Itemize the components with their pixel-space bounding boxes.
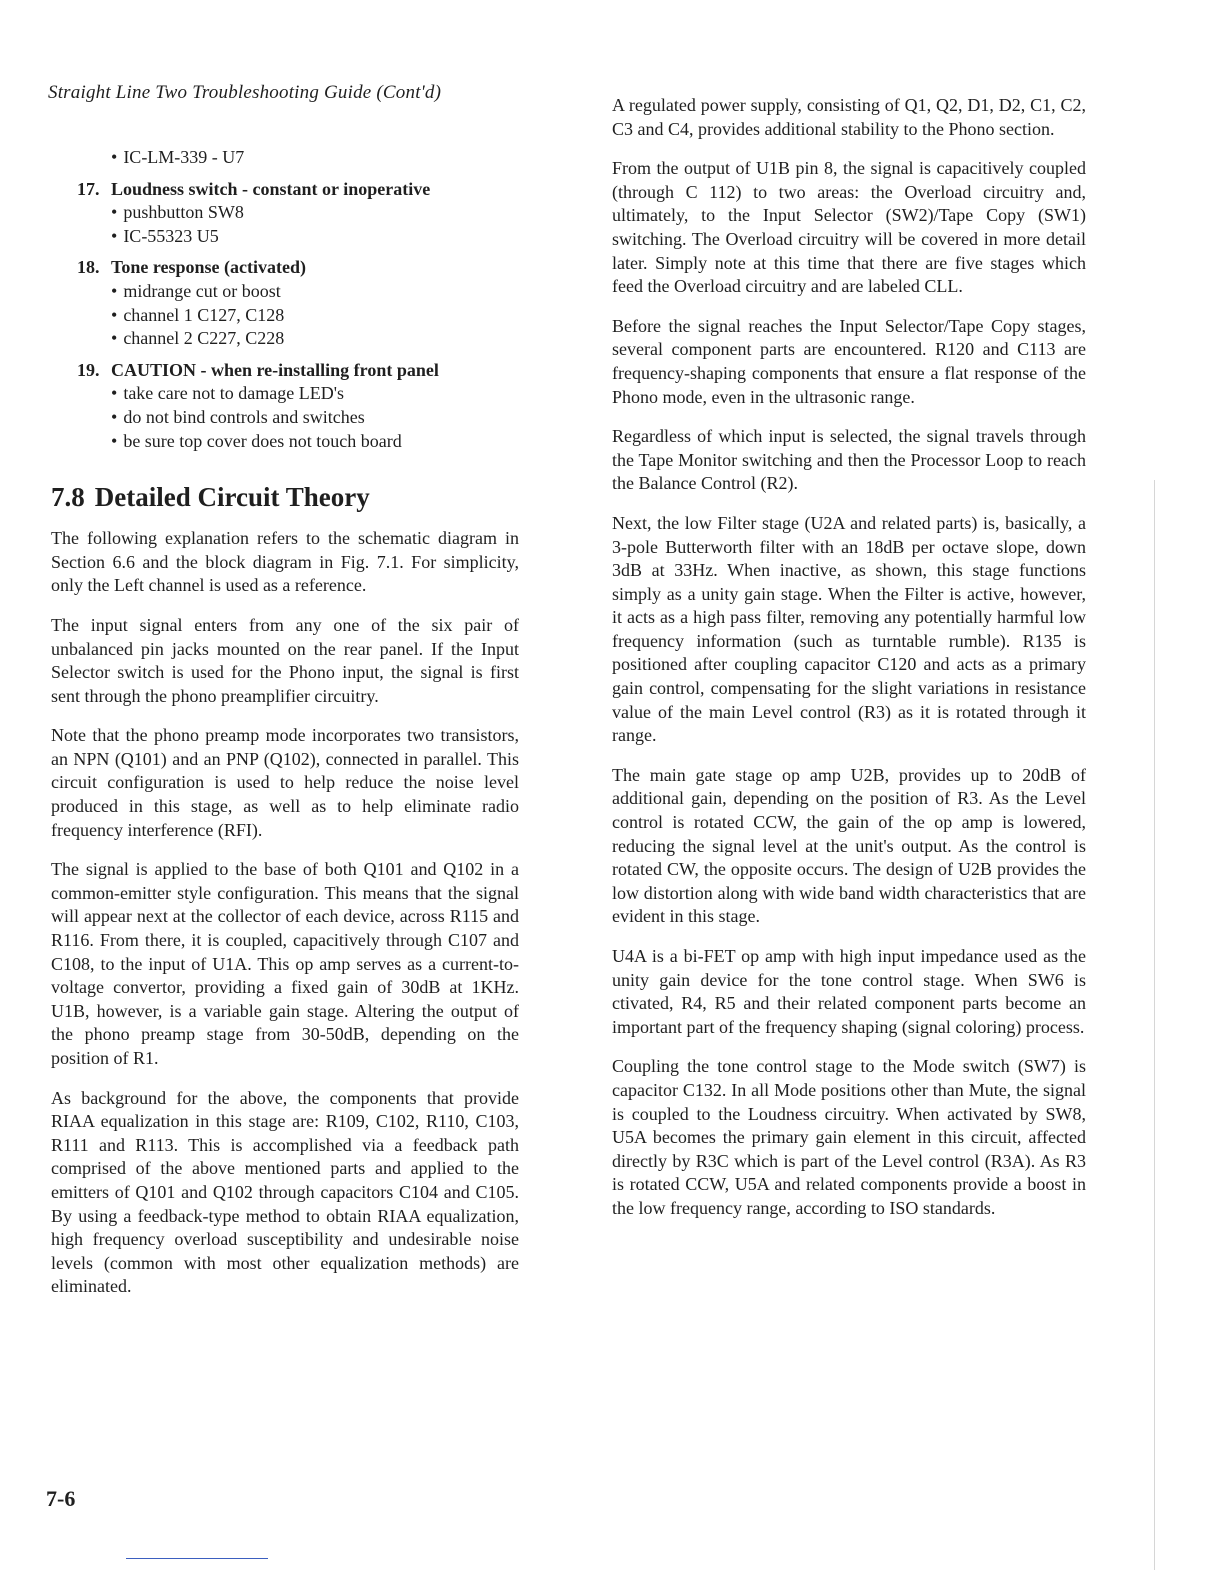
item-title: [77, 178, 519, 202]
body-paragraph: From the output of U1B pin 8, the signal is capacitively coupled (through C 112) to two areas: the Overload circuitry and, ultimately, to the Input Selector (SW2)/Tape Copy (SW1) switching. The Overload circuitry will be covered in more detail later. Simply note at this time that there are five stages which feed the Overload circuitry and are labeled CLL.: [612, 158, 1086, 297]
lead-bullet-group: [51, 146, 519, 170]
body-paragraph: The input signal enters from any one of the six pair of unbalanced pin jacks mounted on the rear panel. If the Input Selector switch is used for the Phono input, the signal is first sent through the phono preamplifier circuitry.: [51, 614, 519, 706]
list-bullet: • take care not to damage LED's: [111, 382, 519, 406]
list-bullet: • IC-LM-339 - U7: [111, 146, 519, 170]
body-paragraph: Before the signal reaches the Input Selector/Tape Copy stages, several component parts are encountered. R120 and C113 are frequency-shaping components that ensure a flat response of the Phono mode, even in the ultrasonic range.: [612, 315, 1086, 407]
page-number: 7-6: [46, 1486, 76, 1511]
item-title-text: Loudness switch - constant or inoperative: [111, 178, 431, 199]
list-bullet: • channel 1 C127, C128: [111, 304, 519, 328]
item-title: [77, 359, 519, 383]
item-title-text: CAUTION - when re-installing front panel: [111, 359, 439, 380]
body-paragraph: U4A is a bi-FET op amp with high input impedance used as the unity gain device for the tone control stage. When SW6 is ctivated, R4, R5 and their related component parts become an important part of the frequency shaping (signal coloring) process.: [612, 946, 1086, 1037]
body-paragraph: Note that the phono preamp mode incorporates two transistors, an NPN (Q101) and an PNP (Q102), connected in parallel. This circuit configuration is used to help reduce the noise level produced in this stage, as well as to help eliminate radio frequency interference (RFI).: [51, 725, 519, 840]
body-paragraph: The signal is applied to the base of both Q101 and Q102 in a common-emitter style configuration. This means that the signal will appear next at the collector of each device, across R115 and R116. From there, it is coupled, capacitively through C107 and C108, to the input of U1A. This op amp serves as a current-to-voltage convertor, providing a fixed gain of 30dB at 1KHz. U1B, however, is a variable gain stage. Altering the output of the phono preamp stage from 30-50dB, depending on the position of R1.: [51, 859, 519, 1068]
item-title-text: Tone response (activated): [111, 257, 306, 278]
body-paragraph: The main gate stage op amp U2B, provides up to 20dB of additional gain, depending on the position of R3. As the Level control is rotated CCW, the gain of the op amp is lowered, reducing the signal level at the unit's output. As the control is rotated CW, the opposite occurs. The design of U2B provides the low distortion along with wide band width characteristics that are evident in this stage.: [612, 764, 1086, 927]
footer-rule: [126, 1558, 268, 1559]
troubleshoot-item-19: [51, 359, 519, 453]
right-column: [612, 94, 1086, 1237]
section-number: 7.8: [51, 482, 85, 513]
page-header: Straight Line Two Troubleshooting Guide (Cont'd): [48, 82, 442, 103]
section-heading: [51, 481, 519, 513]
section-title-text: Detailed Circuit Theory: [94, 482, 370, 513]
body-paragraph: Next, the low Filter stage (U2A and related parts) is, basically, a 3-pole Butterworth filter with an 18dB per octave slope, down 3dB at 33Hz. When inactive, as shown, this stage functions simply as a unity gain stage. When the Filter is active, however, it acts as a high pass filter, removing any potentially harmful low frequency information (such as turntable rumble). R135 is positioned after coupling capacitor C120 and acts as a primary gain control, compensating for the slight variations in resistance value of the main Level control (R3) as it is rotated through it range.: [612, 512, 1086, 746]
list-bullet: • channel 2 C227, C228: [111, 327, 519, 351]
body-paragraph: As background for the above, the components that provide RIAA equalization in this stage are: R109, C102, R110, C103, R111 and R113. This is accomplished via a feedback path comprised of the above mentioned parts and applied to the emitters of Q101 and Q102 through capacitors C104 and C105. By using a feedback-type method to obtain RIAA equalization, high frequency overload susceptibility and undesirable noise levels (common with most other equalization methods) are eliminated.: [51, 1087, 519, 1297]
item-number: 19.: [77, 359, 100, 380]
left-column: [51, 146, 519, 1315]
body-paragraph: Regardless of which input is selected, the signal travels through the Tape Monitor switching and then the Processor Loop to reach the Balance Control (R2).: [612, 426, 1086, 494]
body-paragraph: Coupling the tone control stage to the Mode switch (SW7) is capacitor C132. In all Mode positions other than Mute, the signal is coupled to the Loudness circuitry. When activated by SW8, U5A becomes the primary gain element in this circuit, affected directly by R3C which is part of the Level control (R3A). As R3 is rotated CCW, U5A and related components provide a boost in the low frequency range, according to ISO standards.: [612, 1056, 1086, 1218]
item-title: [77, 256, 519, 280]
item-number: 17.: [77, 178, 100, 199]
body-paragraph: The following explanation refers to the schematic diagram in Section 6.6 and the block diagram in Fig. 7.1. For simplicity, only the Left channel is used as a reference.: [51, 528, 519, 596]
body-paragraph: A regulated power supply, consisting of Q1, Q2, D1, D2, C1, C2, C3 and C4, provides additional stability to the Phono section.: [612, 95, 1086, 139]
list-bullet: • midrange cut or boost: [111, 280, 519, 304]
item-number: 18.: [77, 257, 100, 278]
scan-edge-line: [1154, 480, 1155, 1570]
list-bullet: • be sure top cover does not touch board: [111, 430, 519, 454]
troubleshoot-item-17: [51, 178, 519, 249]
list-bullet: • IC-55323 U5: [111, 225, 519, 249]
troubleshoot-item-18: [51, 256, 519, 350]
list-bullet: • pushbutton SW8: [111, 201, 519, 225]
list-bullet: • do not bind controls and switches: [111, 406, 519, 430]
